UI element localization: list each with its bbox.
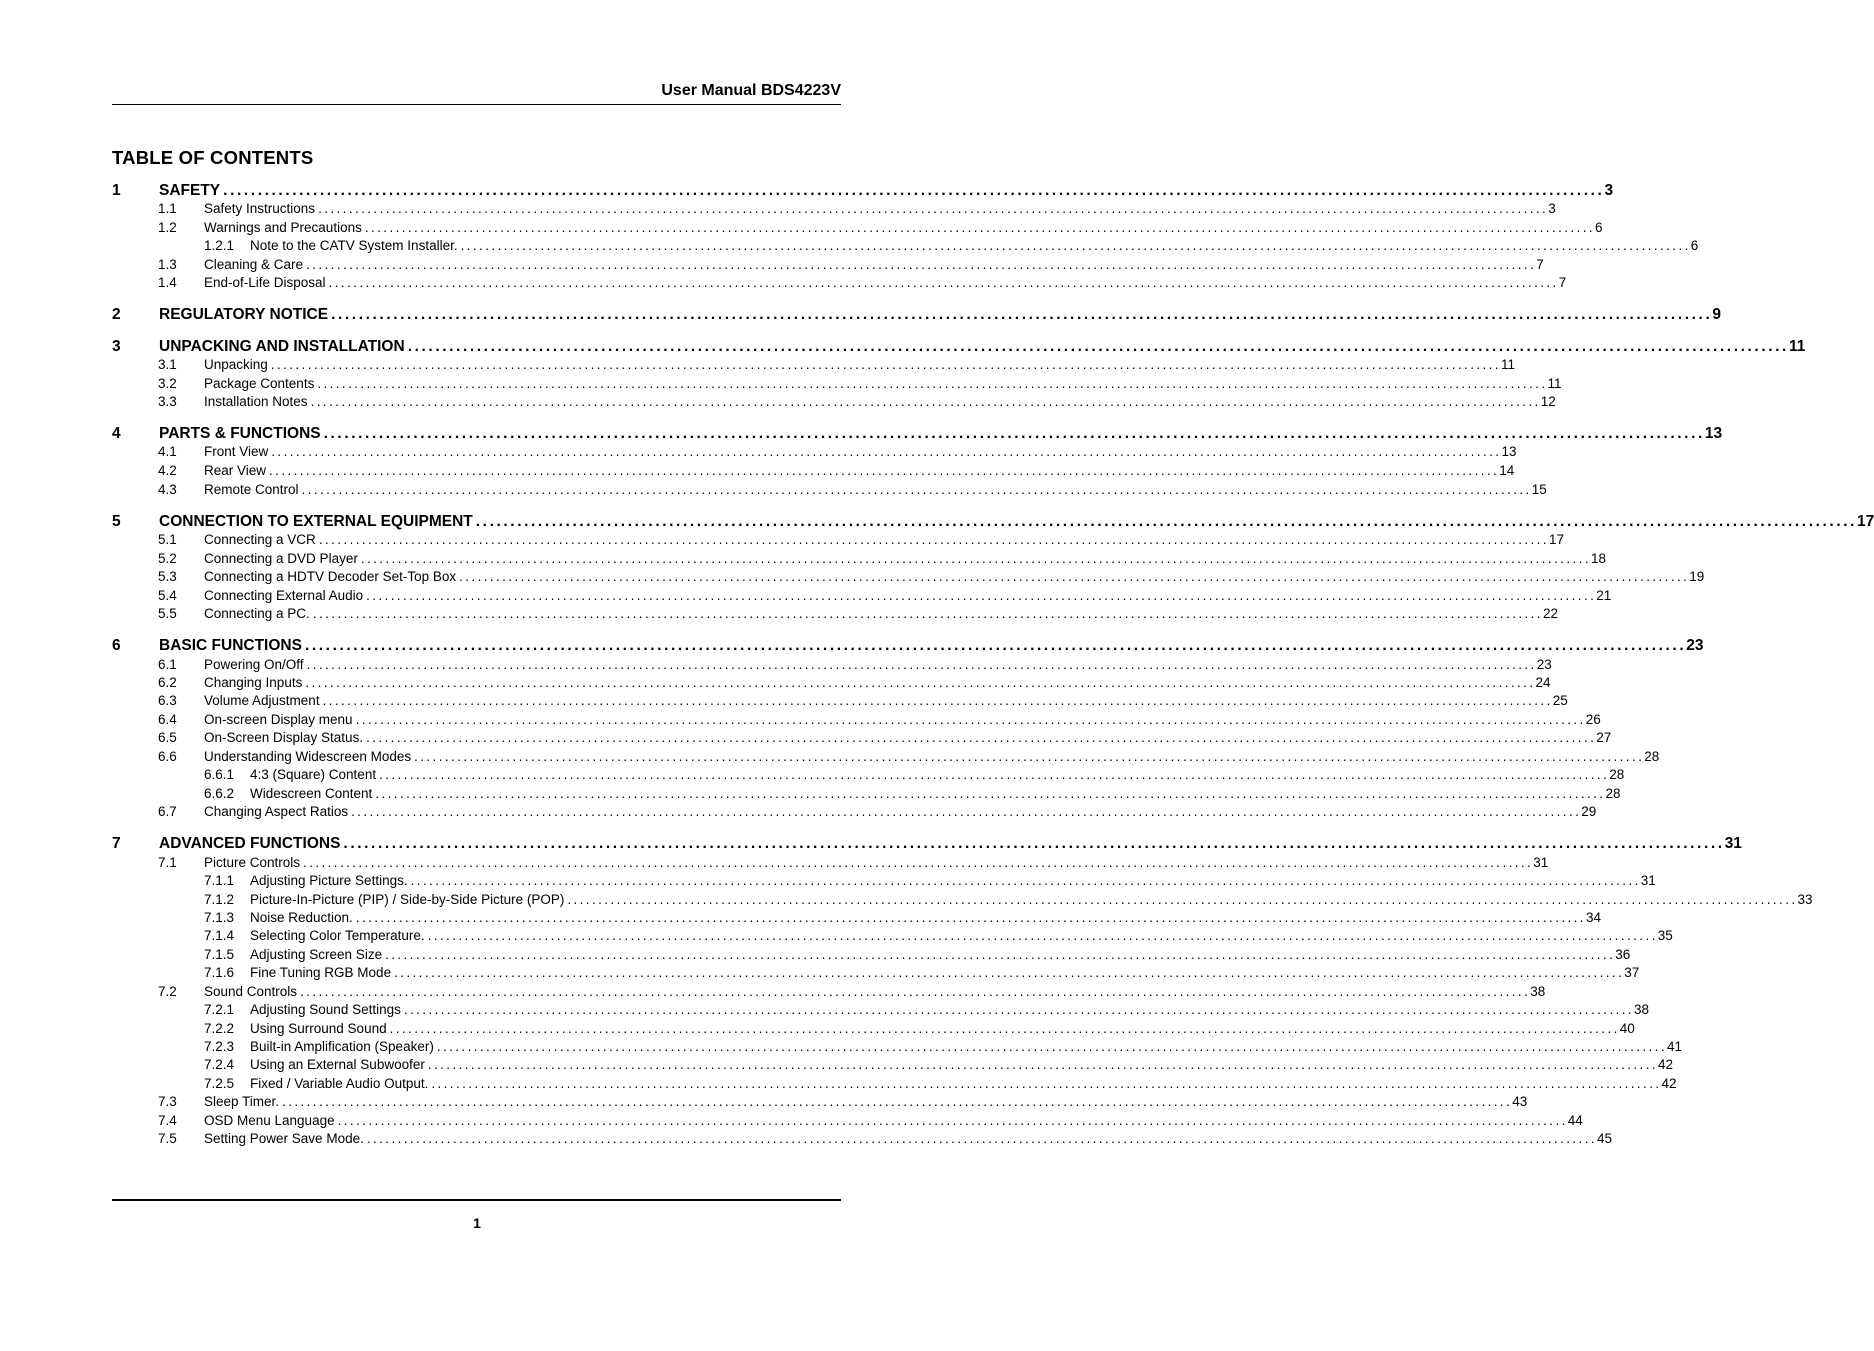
toc-entry-number: 4.3 (158, 482, 177, 497)
toc-entry-number: 7.1.5 (204, 947, 235, 962)
toc-section[interactable] (112, 376, 1562, 395)
toc-entry-number: 1.4 (158, 275, 177, 290)
toc-entry-number: 6.5 (158, 730, 177, 745)
toc-entry-title: Widescreen Content (250, 786, 373, 801)
toc-section[interactable] (112, 220, 1603, 239)
toc-entry-title: Safety Instructions (204, 201, 316, 216)
toc-entry-title: CONNECTION TO EXTERNAL EQUIPMENT (159, 513, 473, 530)
dot-leader: ........................................................................................................................................................................................................ (318, 532, 1549, 547)
dot-leader: ........................................................................................................................................................................................................ (312, 606, 1543, 621)
toc-entry-number: 1.2 (158, 220, 177, 235)
toc-entry-number: 6 (112, 637, 121, 654)
toc-entry-number: 7.2 (158, 984, 177, 999)
dot-leader: ........................................................................................................................................................................................................ (375, 786, 1606, 801)
toc-subsection[interactable] (112, 767, 1625, 786)
toc-entry-page: 28 (1644, 749, 1660, 764)
toc-entry-number: 2 (112, 306, 121, 323)
toc-entry-number: 3.1 (158, 357, 177, 372)
toc-entry-title: Understanding Widescreen Modes (204, 749, 412, 764)
dot-leader: ........................................................................................................................................................................................................ (366, 1131, 1597, 1146)
toc-entry-number: 7.2.4 (204, 1057, 235, 1072)
toc-entry-page: 7 (1536, 257, 1544, 272)
toc-section[interactable] (112, 588, 1612, 607)
dot-leader: ........................................................................................................................................................................................................ (331, 306, 1713, 323)
toc-entry-title: Connecting External Audio (204, 588, 364, 603)
toc-entry-page: 43 (1512, 1094, 1528, 1109)
toc-subsection[interactable] (112, 947, 1631, 966)
toc-entry-title: End-of-Life Disposal (204, 275, 326, 290)
dot-leader: ........................................................................................................................................................................................................ (323, 425, 1705, 442)
dot-leader: ........................................................................................................................................................................................................ (318, 201, 1549, 216)
toc-entry-page: 37 (1624, 965, 1640, 980)
toc-section[interactable] (112, 749, 1660, 768)
toc-entry-title: Adjusting Sound Settings (250, 1002, 401, 1017)
toc-entry-title: Adjusting Screen Size (250, 947, 383, 962)
dot-leader: ........................................................................................................................................................................................................ (355, 910, 1586, 925)
toc-section[interactable] (112, 275, 1567, 294)
dot-leader: ........................................................................................................................................................................................................ (317, 376, 1548, 391)
toc-subsection[interactable] (112, 1076, 1677, 1095)
toc-entry-page: 40 (1619, 1021, 1635, 1036)
toc-entry-page: 13 (1501, 444, 1517, 459)
toc-entry-page: 11 (1500, 357, 1515, 372)
toc-entry-number: 7.1.1 (204, 873, 235, 888)
toc-section[interactable] (112, 1131, 1613, 1150)
toc-entry-number: 7.2.5 (204, 1076, 235, 1091)
toc-entry-title: Using Surround Sound (250, 1021, 387, 1036)
toc-entry-page: 28 (1609, 767, 1625, 782)
toc-entry-title: UNPACKING AND INSTALLATION (159, 338, 405, 355)
toc-entry-page: 3 (1604, 182, 1614, 199)
dot-leader: ........................................................................................................................................................................................................ (343, 835, 1725, 852)
toc-entry-page: 17 (1857, 513, 1874, 530)
toc-entry-title: Front View (204, 444, 269, 459)
dot-leader: ........................................................................................................................................................................................................ (306, 657, 1537, 672)
toc-section[interactable] (112, 606, 1558, 625)
toc-entry-page: 14 (1499, 463, 1515, 478)
dot-leader: ........................................................................................................................................................................................................ (431, 1076, 1662, 1091)
dot-leader: ........................................................................................................................................................................................................ (300, 984, 1531, 999)
toc-section[interactable] (112, 463, 1515, 482)
toc-entry-number: 5.1 (158, 532, 177, 547)
toc-entry-title: Using an External Subwoofer (250, 1057, 425, 1072)
toc-entry-title: Connecting a DVD Player (204, 551, 358, 566)
dot-leader: ........................................................................................................................................................................................................ (301, 482, 1532, 497)
toc-entry-number: 3.2 (158, 376, 177, 391)
toc-entry-title: Cleaning & Care (204, 257, 304, 272)
toc-entry-title: Connecting a PC. (204, 606, 310, 621)
toc-chapter[interactable] (112, 637, 1704, 659)
dot-leader: ........................................................................................................................................................................................................ (328, 275, 1559, 290)
toc-section[interactable] (112, 984, 1546, 1003)
dot-leader: ........................................................................................................................................................................................................ (407, 338, 1789, 355)
toc-entry-page: 13 (1704, 425, 1723, 442)
toc-entry-page: 44 (1567, 1113, 1583, 1128)
toc-section[interactable] (112, 394, 1556, 413)
toc-entry-page: 17 (1548, 532, 1564, 547)
toc-entry-title: On-Screen Display Status. (204, 730, 364, 745)
toc-entry-title: Warnings and Precautions (204, 220, 362, 235)
toc-subsection[interactable] (112, 965, 1640, 984)
dot-leader: ........................................................................................................................................................................................................ (436, 1039, 1667, 1054)
toc-entry-title: Adjusting Picture Settings. (250, 873, 408, 888)
toc-chapter[interactable] (112, 835, 1742, 857)
toc-entry-page: 42 (1658, 1057, 1674, 1072)
toc-entry-number: 7.2.3 (204, 1039, 235, 1054)
toc-subsection[interactable] (112, 1021, 1635, 1040)
toc-entry-page: 22 (1542, 606, 1558, 621)
toc-entry-page: 29 (1581, 804, 1597, 819)
toc-entry-number: 7.1.3 (204, 910, 235, 925)
toc-section[interactable] (112, 712, 1601, 731)
toc-entry-number: 6.3 (158, 693, 177, 708)
toc-entry-title: Volume Adjustment (204, 693, 320, 708)
toc-entry-title: PARTS & FUNCTIONS (159, 425, 321, 442)
toc-entry-number: 4 (112, 425, 121, 442)
toc-entry-number: 7.1.6 (204, 965, 235, 980)
page-header (112, 80, 841, 105)
page-number: 1 (473, 1215, 481, 1231)
toc-entry-page: 35 (1657, 928, 1673, 943)
toc-entry-page: 27 (1596, 730, 1612, 745)
dot-leader: ........................................................................................................................................................................................................ (475, 513, 1858, 530)
toc-entry-number: 1.1 (158, 201, 177, 216)
dot-leader: ........................................................................................................................................................................................................ (355, 712, 1586, 727)
toc-entry-title: Fine Tuning RGB Mode (250, 965, 392, 980)
toc-entry-page: 38 (1530, 984, 1546, 999)
toc-entry-title: Unpacking (204, 357, 268, 372)
dot-leader: ........................................................................................................................................................................................................ (427, 1057, 1659, 1072)
toc-entry-page: 42 (1661, 1076, 1677, 1091)
toc-entry-page: 9 (1712, 306, 1721, 323)
toc-entry-title: Sound Controls (204, 984, 298, 999)
toc-entry-title: Setting Power Save Mode. (204, 1131, 364, 1146)
toc-section[interactable] (112, 444, 1517, 463)
toc-entry-number: 6.6 (158, 749, 177, 764)
toc-entry-number: 6.7 (158, 804, 177, 819)
toc-entry-title: OSD Menu Language (204, 1113, 335, 1128)
footer-divider (112, 1199, 841, 1201)
dot-leader: ........................................................................................................................................................................................................ (223, 182, 1605, 199)
dot-leader: ........................................................................................................................................................................................................ (360, 551, 1591, 566)
toc-entry-page: 31 (1724, 835, 1742, 852)
toc-entry-page: 18 (1590, 551, 1607, 566)
toc-section[interactable] (112, 569, 1705, 588)
toc-entry-page: 12 (1540, 394, 1556, 409)
dot-leader: ........................................................................................................................................................................................................ (337, 1113, 1568, 1128)
toc-entry-page: 6 (1690, 238, 1699, 253)
toc-entry-number: 7.4 (158, 1113, 177, 1128)
toc-entry-title: Connecting a VCR (204, 532, 316, 547)
toc-heading: TABLE OF CONTENTS (112, 147, 314, 168)
toc-entry-page: 7 (1558, 275, 1567, 290)
toc-entry-title: Rear View (204, 463, 267, 478)
dot-leader: ........................................................................................................................................................................................................ (304, 637, 1687, 654)
toc-entry-title: Sleep Timer. (204, 1094, 280, 1109)
toc-entry-title: Changing Inputs (204, 675, 303, 690)
toc-entry-title: REGULATORY NOTICE (159, 306, 329, 323)
toc-entry-page: 31 (1640, 873, 1656, 888)
dot-leader: ........................................................................................................................................................................................................ (282, 1094, 1513, 1109)
toc-entry-title: Connecting a HDTV Decoder Set-Top Box (204, 569, 457, 584)
toc-entry-page: 11 (1547, 376, 1562, 391)
toc-entry-title: SAFETY (159, 182, 221, 199)
toc-entry-page: 45 (1597, 1131, 1613, 1146)
toc-entry-page: 21 (1596, 588, 1612, 603)
dot-leader: ........................................................................................................................................................................................................ (567, 892, 1798, 907)
toc-entry-title: ADVANCED FUNCTIONS (159, 835, 341, 852)
toc-entry-page: 28 (1605, 786, 1621, 801)
toc-entry-page: 33 (1797, 892, 1813, 907)
toc-entry-page: 3 (1548, 201, 1556, 216)
toc-subsection[interactable] (112, 928, 1673, 947)
toc-section[interactable] (112, 1094, 1528, 1113)
dot-leader: ........................................................................................................................................................................................................ (460, 238, 1691, 253)
toc-entry-number: 3.3 (158, 394, 177, 409)
dot-leader: ........................................................................................................................................................................................................ (389, 1021, 1620, 1036)
dot-leader: ........................................................................................................................................................................................................ (366, 730, 1597, 745)
toc-entry-number: 5 (112, 513, 121, 530)
toc-section[interactable] (112, 1113, 1583, 1132)
toc-entry-number: 4.1 (158, 444, 177, 459)
toc-subsection[interactable] (112, 1039, 1683, 1058)
dot-leader: ........................................................................................................................................................................................................ (427, 928, 1658, 943)
dot-leader: ........................................................................................................................................................................................................ (269, 463, 1500, 478)
dot-leader: ........................................................................................................................................................................................................ (305, 675, 1536, 690)
toc-entry-number: 7.2.2 (204, 1021, 235, 1036)
toc-section[interactable] (112, 257, 1544, 276)
toc-entry-title: BASIC FUNCTIONS (159, 637, 302, 654)
toc-entry-number: 5.5 (158, 606, 177, 621)
toc-entry-page: 26 (1585, 712, 1601, 727)
toc-entry-number: 5.2 (158, 551, 177, 566)
toc-entry-number: 7.2.1 (204, 1002, 235, 1017)
toc-entry-number: 6.6.1 (204, 767, 235, 782)
dot-leader: ........................................................................................................................................................................................................ (414, 749, 1645, 764)
toc-subsection[interactable] (112, 892, 1813, 911)
toc-entry-number: 1 (112, 182, 121, 199)
toc-entry-number: 7.1.4 (204, 928, 235, 943)
dot-leader: ........................................................................................................................................................................................................ (351, 804, 1582, 819)
toc-entry-title: Selecting Color Temperature. (250, 928, 425, 943)
toc-section[interactable] (112, 551, 1607, 570)
dot-leader: ........................................................................................................................................................................................................ (306, 257, 1537, 272)
toc-entry-number: 6.1 (158, 657, 177, 672)
toc-entry-page: 38 (1634, 1002, 1650, 1017)
toc-entry-title: Powering On/Off (204, 657, 304, 672)
toc-entry-number: 5.3 (158, 569, 177, 584)
toc-subsection[interactable] (112, 910, 1601, 929)
toc-entry-number: 5.4 (158, 588, 177, 603)
dot-leader: ........................................................................................................................................................................................................ (270, 357, 1501, 372)
toc-subsection[interactable] (112, 1002, 1650, 1021)
toc-entry-title: Fixed / Variable Audio Output. (250, 1076, 429, 1091)
toc-entry-page: 41 (1666, 1039, 1683, 1054)
toc-entry-page: 6 (1595, 220, 1603, 235)
toc-entry-page: 11 (1788, 338, 1806, 355)
toc-section[interactable] (112, 657, 1552, 676)
toc-entry-title: Picture-In-Picture (PIP) / Side-by-Side Picture (POP) (250, 892, 565, 907)
toc-entry-page: 19 (1689, 569, 1705, 584)
toc-entry-title: Changing Aspect Ratios (204, 804, 349, 819)
toc-section[interactable] (112, 730, 1612, 749)
toc-entry-number: 7 (112, 835, 121, 852)
manual-title: User Manual BDS4223V (661, 82, 841, 99)
toc-entry-title: Package Contents (204, 376, 315, 391)
toc-entry-number: 7.1.2 (204, 892, 235, 907)
toc-entry-page: 23 (1536, 657, 1552, 672)
toc-entry-page: 15 (1531, 482, 1547, 497)
toc-entry-page: 31 (1533, 855, 1549, 870)
toc-section[interactable] (112, 693, 1568, 712)
toc-entry-number: 4.2 (158, 463, 177, 478)
toc-subsection[interactable] (112, 873, 1656, 892)
dot-leader: ........................................................................................................................................................................................................ (310, 394, 1541, 409)
toc-entry-number: 7.5 (158, 1131, 177, 1146)
dot-leader: ........................................................................................................................................................................................................ (271, 444, 1502, 459)
toc-section[interactable] (112, 532, 1564, 551)
dot-leader: ........................................................................................................................................................................................................ (394, 965, 1625, 980)
toc-entry-number: 1.3 (158, 257, 177, 272)
toc-chapter[interactable] (112, 306, 1721, 328)
toc-entry-title: Built-in Amplification (Speaker) (250, 1039, 434, 1054)
toc-entry-number: 7.3 (158, 1094, 177, 1109)
dot-leader: ........................................................................................................................................................................................................ (379, 767, 1610, 782)
toc-entry-page: 24 (1535, 675, 1551, 690)
toc-entry-title: On-screen Display menu (204, 712, 353, 727)
dot-leader: ........................................................................................................................................................................................................ (410, 873, 1641, 888)
toc-entry-number: 7.1 (158, 855, 177, 870)
dot-leader: ........................................................................................................................................................................................................ (303, 855, 1534, 870)
toc-entry-title: Remote Control (204, 482, 299, 497)
dot-leader: ........................................................................................................................................................................................................ (403, 1002, 1635, 1017)
toc-entry-number: 6.4 (158, 712, 177, 727)
toc-section[interactable] (112, 357, 1515, 376)
toc-subsection[interactable] (112, 1057, 1674, 1076)
dot-leader: ........................................................................................................................................................................................................ (385, 947, 1616, 962)
toc-entry-title: Note to the CATV System Installer. (250, 238, 458, 253)
dot-leader: ........................................................................................................................................................................................................ (459, 569, 1690, 584)
dot-leader: ........................................................................................................................................................................................................ (364, 220, 1595, 235)
toc-entry-title: 4:3 (Square) Content (250, 767, 377, 782)
toc-section[interactable] (112, 482, 1547, 501)
toc-entry-page: 36 (1615, 947, 1631, 962)
toc-entry-page: 23 (1686, 637, 1704, 654)
dot-leader: ........................................................................................................................................................................................................ (366, 588, 1597, 603)
toc-entry-page: 25 (1552, 693, 1568, 708)
toc-section[interactable] (112, 804, 1597, 823)
toc-section[interactable] (112, 201, 1556, 220)
toc-subsection[interactable] (112, 786, 1621, 805)
toc-entry-title: Installation Notes (204, 394, 308, 409)
toc-entry-number: 6.6.2 (204, 786, 235, 801)
toc-subsection[interactable] (112, 238, 1699, 257)
toc-entry-number: 6.2 (158, 675, 177, 690)
toc-entry-number: 1.2.1 (204, 238, 235, 253)
toc-section[interactable] (112, 675, 1551, 694)
toc-entry-number: 3 (112, 338, 121, 355)
toc-entry-title: Noise Reduction. (250, 910, 353, 925)
toc-section[interactable] (112, 855, 1549, 874)
toc-entry-page: 34 (1585, 910, 1601, 925)
dot-leader: ........................................................................................................................................................................................................ (322, 693, 1553, 708)
toc-entry-title: Picture Controls (204, 855, 301, 870)
